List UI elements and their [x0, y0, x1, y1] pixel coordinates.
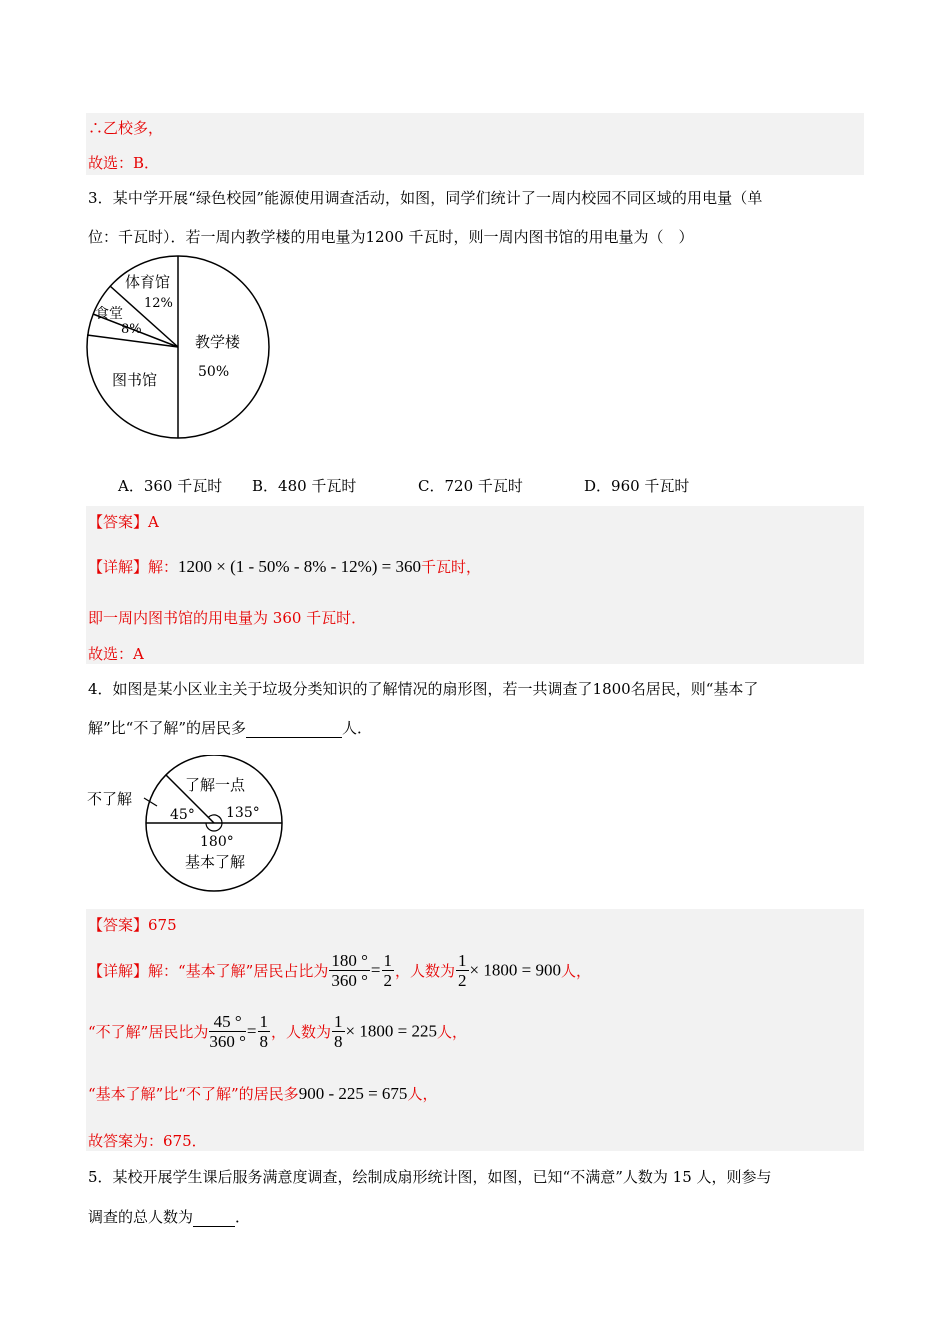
q4-label-45deg: 45°: [170, 807, 195, 823]
q3-detail-unit: 千瓦时，: [420, 558, 481, 576]
q5-stem-text: 调查的总人数为: [88, 1208, 194, 1226]
q4-d3-tag: “基本了解”比“不了解”的居民多: [88, 1085, 299, 1103]
q4-d2-count-denominator: 8: [334, 1032, 343, 1051]
q4-d2-mid: ，人数为: [271, 1023, 332, 1041]
q3-label-gym-pct: 12%: [144, 296, 173, 311]
q4-d2-denominator: 360 °: [209, 1032, 246, 1051]
q4-stem-unit: 人．: [342, 719, 373, 737]
q4-answer-blank[interactable]: [246, 721, 342, 738]
q3-detail-tag: 【详解】解：: [88, 558, 179, 576]
q4-label-basic: 基本了解: [185, 853, 246, 871]
q4-final-answer: 故答案为：675．: [88, 1132, 207, 1150]
q3-label-teaching: 教学楼: [195, 333, 241, 351]
q4-label-not-know: 不了解: [87, 790, 133, 808]
q4-detail-line-2: [88, 1012, 467, 1051]
prev-answer-block: [86, 113, 864, 175]
q3-option-a[interactable]: A．360 千瓦时: [118, 477, 223, 495]
q5-answer-blank[interactable]: [193, 1210, 235, 1227]
q4-pie-chart: [84, 755, 294, 895]
q4-detail-line-1: [88, 951, 591, 990]
q4-stem-line-2: [88, 717, 372, 738]
q4-stem-line-1: 4．如图是某小区业主关于垃圾分类知识的了解情况的扇形图，若一共调查了1800名居民，则“基本了: [88, 680, 759, 698]
q4-d1-fraction-half: [382, 951, 395, 990]
q4-detail-line-3: [88, 1083, 437, 1104]
q4-stem-text: 解”比“不了解”的居民多: [88, 719, 247, 737]
q4-d1-expression: × 1800 = 900: [469, 960, 561, 980]
q4-d1-end: 人，: [560, 962, 591, 980]
q4-d3-expression: 900 - 225 = 675: [298, 1084, 408, 1103]
q4-d2-fraction-ratio: [209, 1012, 246, 1051]
q3-label-teaching-pct: 50%: [198, 364, 230, 380]
q3-detail-expression: 1200 × (1 - 50% - 8% - 12%) = 360: [178, 557, 421, 576]
q4-label-135deg: 135°: [226, 805, 260, 821]
q4-d1-fraction-ratio: [329, 951, 370, 990]
q4-d1-equals: =: [370, 960, 381, 980]
q3-label-canteen: 食堂: [95, 306, 123, 322]
q4-label-a-little: 了解一点: [185, 776, 246, 794]
q4-d2-fraction-count: [332, 1012, 345, 1051]
q5-stem-line-1: 5．某校开展学生课后服务满意度调查，绘制成扇形统计图，如图，已知“不满意”人数为 15 人，则参与: [88, 1168, 772, 1186]
q5-stem-line-2: [88, 1206, 250, 1227]
q3-answer-block: [86, 506, 864, 664]
q3-answer-tag: 【答案】A: [88, 513, 159, 531]
q4-d2-equals: =: [246, 1021, 257, 1041]
q4-d2-count-numerator: 1: [334, 1012, 343, 1031]
q3-option-b[interactable]: B．480 千瓦时: [252, 477, 357, 495]
q3-stem-line-1: 3．某中学开展“绿色校园”能源使用调查活动，如图，同学们统计了一周内校园不同区域的用电量（单: [88, 189, 763, 207]
q4-d2-end: 人，: [436, 1023, 467, 1041]
q3-stem-line-2: 位：千瓦时）．若一周内教学楼的用电量为1200 千瓦时，则一周内图书馆的用电量为（ ）: [88, 228, 694, 246]
q4-d2-expression: × 1800 = 225: [345, 1021, 437, 1041]
q4-d3-end: 人，: [407, 1085, 438, 1103]
q4-d2-numerator: 45 °: [209, 1012, 246, 1032]
q4-d1-mid: ，人数为: [395, 962, 456, 980]
q3-label-gym: 体育馆: [125, 273, 171, 291]
q4-answer-tag: 【答案】675: [88, 916, 177, 934]
prev-answer-line-2: 故选：B．: [88, 154, 160, 172]
q3-detail-line: [88, 556, 481, 577]
q4-d1-denominator: 360 °: [331, 971, 368, 990]
q5-stem-end: ．: [235, 1208, 251, 1226]
q3-option-c[interactable]: C．720 千瓦时: [418, 477, 523, 495]
q4-d2-fraction-eighth: [258, 1012, 271, 1051]
q4-d1-tag: 【详解】解：“基本了解”居民占比为: [88, 962, 329, 980]
q4-label-180deg: 180°: [200, 834, 234, 850]
q3-option-d[interactable]: D．960 千瓦时: [584, 477, 690, 495]
prev-answer-line-1: ∴乙校多，: [88, 119, 164, 137]
q4-d2-eighth-denominator: 8: [259, 1032, 268, 1051]
q4-d2-tag: “不了解”居民比为: [88, 1023, 209, 1041]
q3-label-library: 图书馆: [112, 371, 158, 389]
q4-d1-count-numerator: 1: [458, 951, 467, 970]
q4-d1-half-denominator: 2: [383, 971, 392, 990]
q4-d1-half-numerator: 1: [383, 951, 392, 970]
q4-d1-numerator: 180 °: [331, 951, 368, 970]
q3-detail-line-2: 即一周内图书馆的用电量为 360 千瓦时．: [88, 609, 367, 627]
q4-d2-eighth-numerator: 1: [259, 1012, 268, 1031]
q3-pie-chart: [80, 255, 280, 447]
q3-detail-line-3: 故选：A: [88, 645, 144, 663]
q3-label-canteen-pct: 8%: [121, 322, 142, 337]
q4-d1-fraction-count: [456, 951, 469, 990]
q4-d1-count-denominator: 2: [458, 971, 467, 990]
